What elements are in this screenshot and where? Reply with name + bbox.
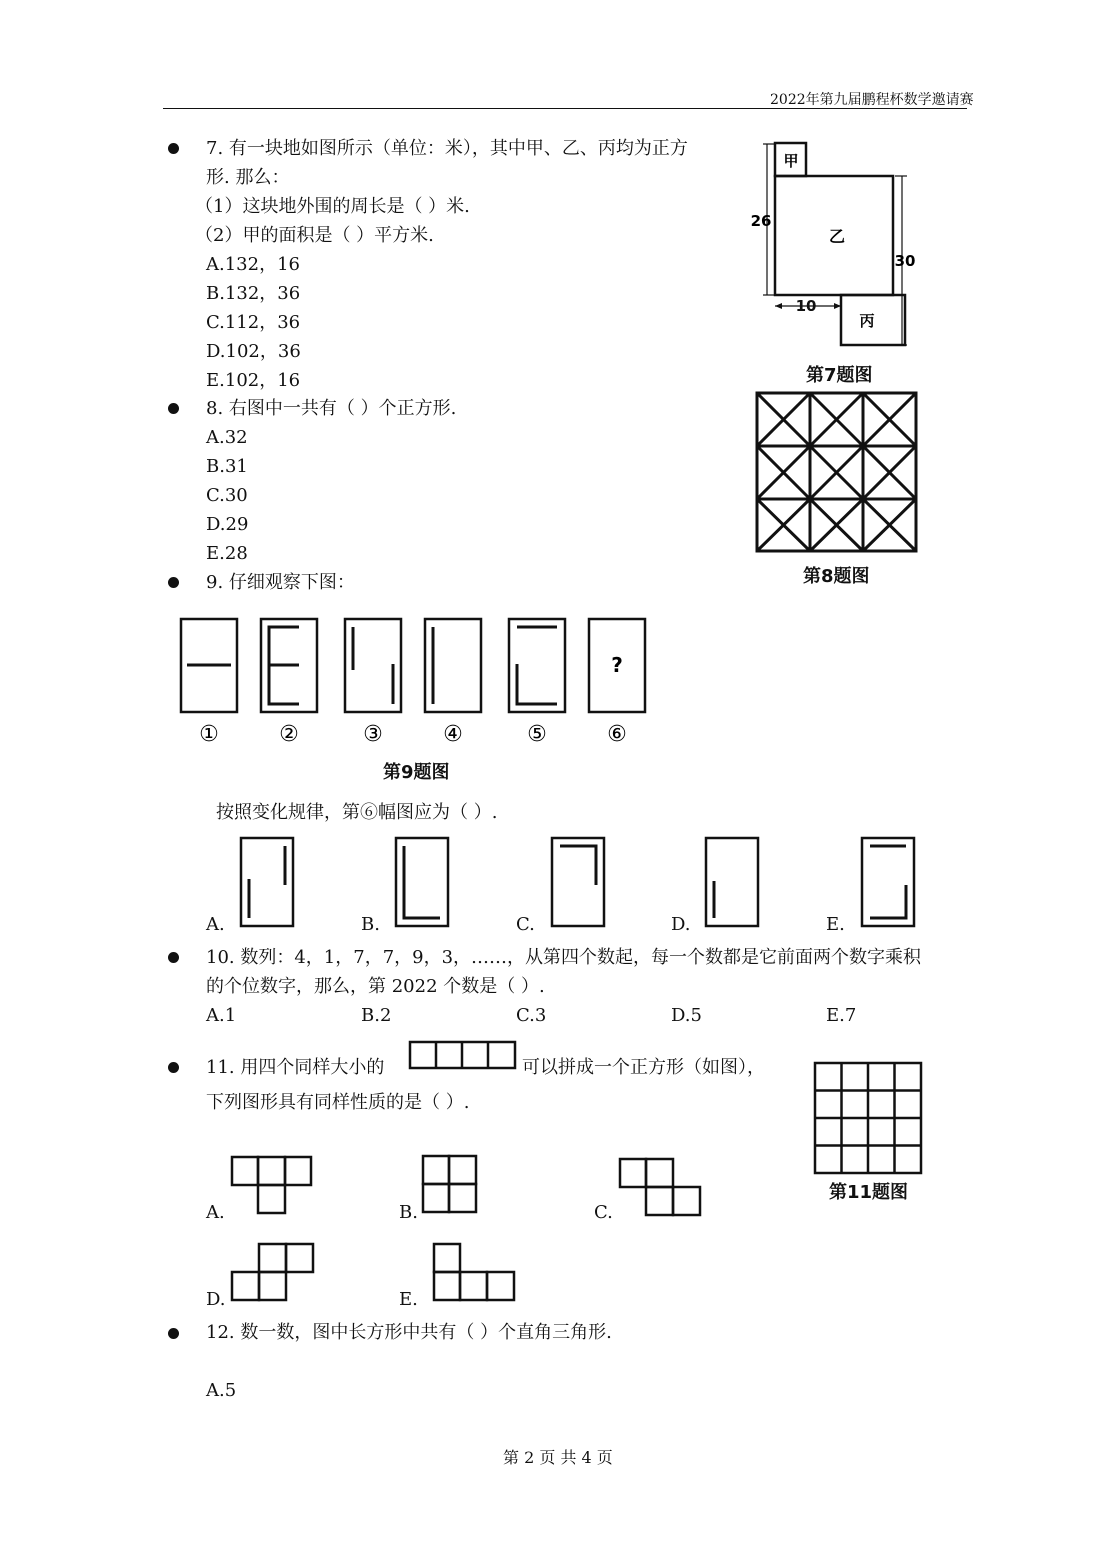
q8-figure: [755, 391, 918, 553]
q9-number-1: ①: [199, 722, 219, 747]
q10-option-e: E.7: [826, 1005, 857, 1026]
q10-stem-line2: 的个位数字，那么，第 2022 个数是（ ）.: [206, 976, 545, 997]
q7-caption: 第7题图: [806, 365, 873, 386]
q9-option-a: A.: [206, 914, 225, 935]
q11-inline-strip: [408, 1040, 518, 1070]
q9-option-c: C.: [516, 914, 535, 935]
q12-stem: 12. 数一数，图中长方形中共有（ ）个直角三角形.: [206, 1322, 612, 1343]
q9-sequence-figure: [175, 612, 655, 752]
q7-label-yi: 乙: [828, 227, 846, 246]
header-rule: [163, 108, 967, 109]
q11-option-d: D.: [206, 1289, 226, 1310]
q10-option-c: C.3: [516, 1005, 547, 1026]
q9-question-mark: ?: [611, 653, 623, 677]
q8-option-b: B.31: [206, 456, 248, 477]
bullet-q12: [168, 1328, 179, 1339]
q11-option-a: A.: [206, 1202, 225, 1223]
q9-number-5: ⑤: [527, 722, 547, 747]
q11-caption: 第11题图: [829, 1182, 909, 1203]
bullet-q11: [168, 1062, 179, 1073]
q9-number-6: ⑥: [607, 722, 627, 747]
q8-option-a: A.32: [206, 427, 248, 448]
q7-label-bing: 丙: [859, 312, 875, 330]
q7-dim-right: 30: [894, 252, 916, 270]
q7-label-jia: 甲: [783, 152, 799, 170]
q10-option-d: D.5: [671, 1005, 702, 1026]
q7-option-c: C.112，36: [206, 312, 301, 333]
q9-number-4: ④: [443, 722, 463, 747]
q9-option-d: D.: [671, 914, 691, 935]
q11-option-e: E.: [399, 1289, 418, 1310]
q7-stem-line1: 7. 有一块地如图所示（单位：米），其中甲、乙、丙均为正方: [206, 138, 688, 159]
q11-stem-line2: 下列图形具有同样性质的是（ ）.: [206, 1092, 470, 1113]
q7-option-a: A.132，16: [206, 254, 300, 275]
bullet-q8: [168, 403, 179, 414]
q11-option-c: C.: [594, 1202, 613, 1223]
q7-dim-bottom: 10: [795, 297, 817, 315]
q7-dim-left: 26: [750, 212, 772, 230]
q9-option-figures: [230, 833, 930, 931]
bullet-q10: [168, 952, 179, 963]
q7-stem-line2: 形. 那么：: [206, 167, 290, 188]
q11-stem-pre: 11. 用四个同样大小的: [206, 1057, 385, 1078]
q7-option-b: B.132，36: [206, 283, 301, 304]
q11-option-figures: [225, 1150, 715, 1305]
q8-caption: 第8题图: [803, 566, 870, 587]
q11-stem-post: 可以拼成一个正方形（如图），: [522, 1057, 765, 1078]
q7-figure: [745, 138, 920, 353]
q8-option-d: D.29: [206, 514, 249, 535]
q8-option-e: E.28: [206, 543, 248, 564]
q11-option-b: B.: [399, 1202, 418, 1223]
header-title: 2022年第九届鹏程杯数学邀请赛: [770, 92, 974, 108]
q8-option-c: C.30: [206, 485, 248, 506]
q9-number-2: ②: [279, 722, 299, 747]
q9-prompt: 按照变化规律，第⑥幅图应为（ ）.: [216, 802, 498, 823]
q9-stem: 9. 仔细观察下图：: [206, 572, 355, 593]
page-footer: 第 2 页 共 4 页: [503, 1448, 613, 1467]
q10-stem-line1: 10. 数列：4，1，7，7，9，3，……，从第四个数起，每一个数都是它前面两个数字乘积: [206, 947, 922, 968]
bullet-q7: [168, 143, 179, 154]
q10-option-a: A.1: [206, 1005, 237, 1026]
q10-option-b: B.2: [361, 1005, 392, 1026]
q7-option-e: E.102，16: [206, 370, 301, 391]
q7-option-d: D.102，36: [206, 341, 301, 362]
q9-option-e: E.: [826, 914, 845, 935]
q8-stem: 8. 右图中一共有（ ）个正方形.: [206, 398, 457, 419]
q12-option-a: A.5: [206, 1380, 237, 1401]
q11-figure: [812, 1060, 924, 1176]
q9-option-b: B.: [361, 914, 380, 935]
q9-caption: 第9题图: [383, 762, 450, 783]
q9-number-3: ③: [363, 722, 383, 747]
q7-sub1: （1）这块地外围的周长是（ ）米.: [195, 196, 470, 217]
bullet-q9: [168, 577, 179, 588]
q7-sub2: （2）甲的面积是（ ）平方米.: [195, 225, 434, 246]
